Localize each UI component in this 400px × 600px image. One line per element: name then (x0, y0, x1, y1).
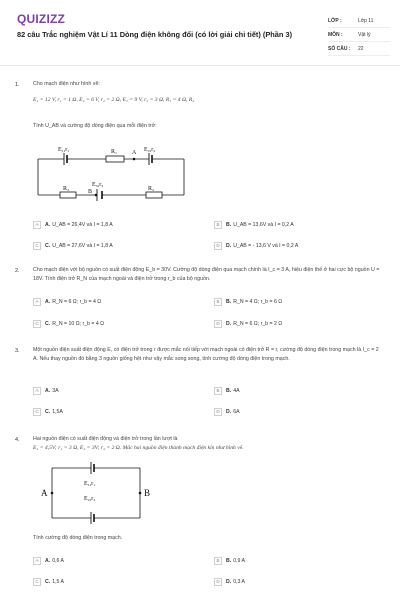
circuit-diagram-1 (36, 145, 186, 207)
answer-option-b[interactable] (214, 385, 240, 396)
question-formula: E₁ = 4,5V; r₁ = 3 Ω, E₂ = 3V; r₂ = 2 Ω. Mắc hai nguồn điện thành mạch điện kín như hình vẽ. (33, 445, 244, 451)
meta-row-subject (328, 28, 390, 42)
meta-value: Lớp 11 (358, 17, 374, 24)
option-letter: B. (226, 387, 232, 394)
option-letter: A. (45, 387, 51, 394)
diagram-label: E₁,r₁ (58, 147, 70, 153)
question-number: 3. (15, 348, 20, 354)
option-box: B (214, 557, 222, 565)
page-title: 82 câu Trắc nghiệm Vật Lí 11 Dòng điện không đổi (có lời giải chi tiết) (Phần 3) (17, 30, 293, 39)
option-text: 1,5A (52, 408, 63, 415)
answer-option-d[interactable] (214, 318, 282, 329)
option-text: U_AB = 26,4V và I = 1,8 A (52, 221, 113, 228)
meta-key: SỐ CÂU : (328, 45, 351, 52)
option-text: R_N = 10 Ω; r_b = 4 Ω (52, 320, 105, 327)
answer-option-a[interactable] (33, 555, 64, 566)
option-text: R_N = 6 Ω; r_b = 4 Ω (52, 298, 102, 305)
answer-option-d[interactable] (214, 576, 245, 587)
meta-key: LỚP : (328, 17, 342, 24)
question-text: Cho mạch điện như hình vẽ: (33, 81, 100, 87)
option-box: C (33, 320, 41, 328)
option-letter: A. (45, 221, 51, 228)
option-letter: A. (45, 298, 51, 305)
question-number: 1. (15, 82, 20, 88)
option-text: U_AB = - 13,6 V và I = 0,2 A (233, 242, 299, 249)
option-text: R_N = 6 Ω; r_b = 2 Ω (233, 320, 283, 327)
option-text: 0,3 A (233, 578, 246, 585)
answer-option-b[interactable] (214, 296, 282, 307)
option-letter: D. (226, 408, 232, 415)
option-box: C (33, 242, 41, 250)
option-box: C (33, 408, 41, 416)
answer-option-c[interactable] (33, 318, 104, 329)
diagram-label: R₁ (111, 149, 118, 155)
option-box: B (214, 221, 222, 229)
meta-value: Vật lý (358, 31, 371, 38)
option-letter: D. (226, 320, 232, 327)
option-text: 3A (52, 387, 59, 394)
diagram-label: R₂ (148, 186, 155, 192)
option-text: 0,9 A (233, 557, 246, 564)
option-box: B (214, 387, 222, 395)
question-text: Một nguồn điện suất điện động E, có điện trở trong r được mắc nối tiếp với mạch ngoài có điện trở R = r, cường độ dòng điện trong mạch là I_c = 2 A. Nếu thay nguồn đó bằng 3 nguồn giống hệt như vậy mắc song song, tính cường độ dòng điện trong mạch. (33, 347, 379, 362)
answer-option-a[interactable] (33, 385, 59, 396)
answer-option-c[interactable] (33, 240, 113, 251)
option-letter: C. (45, 408, 51, 415)
option-text: 4A (233, 387, 240, 394)
diagram-label: E₂,r₂ (144, 147, 156, 153)
answer-option-c[interactable] (33, 406, 63, 417)
option-box: A (33, 221, 41, 229)
option-box: A (33, 557, 41, 565)
option-letter: A. (45, 557, 51, 564)
circuit-diagram-4 (36, 460, 156, 528)
option-box: D (214, 320, 222, 328)
option-text: 6A (233, 408, 240, 415)
answer-option-a[interactable] (33, 219, 113, 230)
diagram-label: B (88, 189, 93, 195)
diagram-label: E₁,r₁ (84, 481, 96, 487)
meta-panel (328, 14, 390, 56)
option-letter: B. (226, 557, 232, 564)
option-box: A (33, 387, 41, 395)
option-letter: D. (226, 578, 232, 585)
option-box: B (214, 298, 222, 306)
answer-option-d[interactable] (214, 406, 240, 417)
diagram-label: R₃ (63, 186, 70, 192)
meta-value: 22 (358, 45, 364, 52)
page-header (0, 0, 400, 66)
option-text: 0,6 A (52, 557, 65, 564)
option-letter: B. (226, 298, 232, 305)
question-number: 2. (15, 268, 20, 274)
option-text: R_N = 4 Ω; r_b = 6 Ω (233, 298, 283, 305)
meta-row-count (328, 42, 390, 56)
question-text: Tính U_AB và cường độ dòng điện qua mỗi điện trở: (33, 123, 157, 129)
diagram-label: E₂,r₂ (84, 496, 96, 502)
question-formula: E₁ = 12 V, r₁ = 1 Ω, E₂ = 6 V, r₂ = 2 Ω, E₃ = 9 V, r₃ = 3 Ω, R₁ = 4 Ω, R₂ (33, 97, 195, 103)
answer-option-b[interactable] (214, 555, 245, 566)
option-box: C (33, 578, 41, 586)
option-letter: D. (226, 242, 232, 249)
diagram-label: A (132, 150, 137, 156)
quizizz-logo[interactable]: QUIZIZZ (17, 12, 66, 26)
diagram-label: B (144, 488, 151, 498)
meta-row-class (328, 14, 390, 28)
option-letter: C. (45, 242, 51, 249)
answer-option-a[interactable] (33, 296, 101, 307)
meta-key: MÔN : (328, 31, 343, 38)
question-text: Cho mạch điện với bộ nguồn có suất điện động E_b = 30V. Cường độ dòng điện qua mạch chính là I_c = 3 A, hiệu điện thế ở hai cực bộ nguồn U = 18V. Tính điện trở R_N của mạch ngoài và điện trở trong r_b của bộ nguồn. (33, 267, 380, 282)
diagram-label: A (41, 488, 48, 498)
option-box: D (214, 242, 222, 250)
question-text: Hai nguồn điện có suất điện động và điện trở trong lần lượt là (33, 436, 178, 442)
option-box: A (33, 298, 41, 306)
option-text: U_AB = 27,6V và I = 1,8 A (52, 242, 113, 249)
answer-option-c[interactable] (33, 576, 64, 587)
option-box: D (214, 408, 222, 416)
option-letter: B. (226, 221, 232, 228)
option-box: D (214, 578, 222, 586)
answer-option-d[interactable] (214, 240, 298, 251)
option-text: 1,5 A (52, 578, 65, 585)
question-number: 4. (15, 437, 20, 443)
answer-option-b[interactable] (214, 219, 294, 230)
question-text: Tính cường độ dòng điện trong mạch. (33, 535, 123, 541)
option-letter: C. (45, 578, 51, 585)
option-text: U_AB = 13,6V và I = 0,2 A (233, 221, 294, 228)
option-letter: C. (45, 320, 51, 327)
diagram-label: E₃,r₃ (92, 182, 104, 188)
